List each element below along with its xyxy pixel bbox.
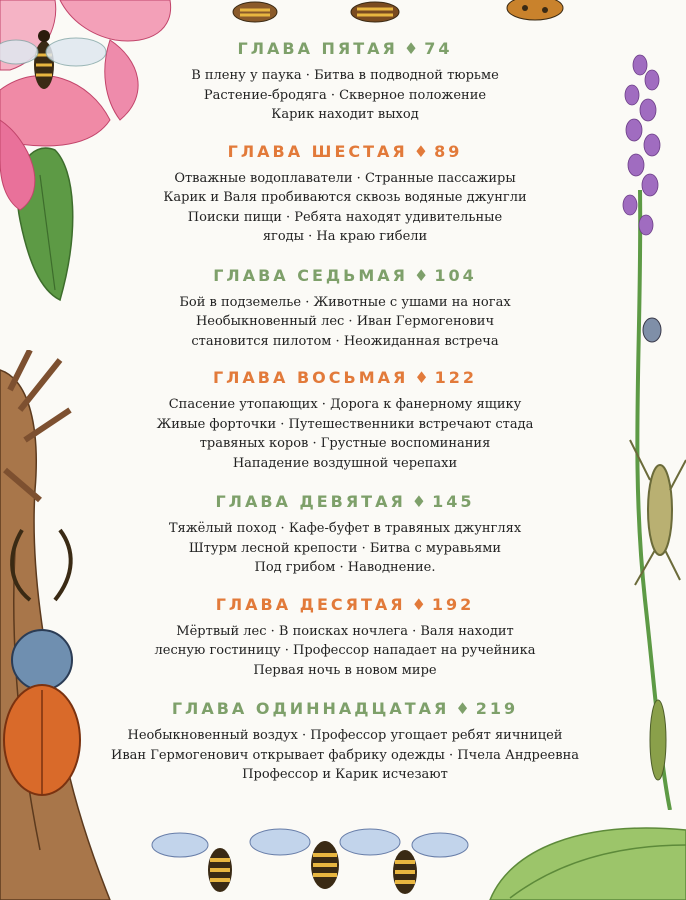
- green-leaf-illustration: [470, 820, 686, 900]
- chapter-description: [95, 622, 595, 681]
- chapter-description: [95, 169, 595, 247]
- chapter-description: [95, 293, 595, 352]
- chapter-line: Карик и Валя пробиваются сквозь водяные джунгли: [163, 190, 527, 205]
- chapter-line: Мёртвый лес · В поисках ночлега · Валя находит: [176, 623, 514, 639]
- chapter-title: ГЛАВА ДЕВЯТАЯ: [215, 492, 406, 511]
- chapter-entry: [95, 696, 595, 785]
- chapter-line: Необыкновенный лес · Иван Гермогенович: [195, 314, 495, 329]
- chapter-line: Бой в подземелье · Животные с ушами на ногах: [179, 294, 511, 310]
- chapter-line: Нападение воздушной черепахи: [232, 455, 458, 471]
- diamond-icon: ♦: [455, 699, 470, 718]
- chapter-heading: [95, 592, 595, 618]
- chapter-line: травяных коров · Грустные воспоминания: [199, 436, 491, 451]
- chapter-line: Под грибом · Наводнение.: [254, 560, 436, 575]
- chapter-page-number: 122: [434, 368, 478, 387]
- diamond-icon: ♦: [411, 594, 426, 614]
- chapter-line: лесную гостиницу · Профессор нападает на ручейника: [154, 643, 536, 658]
- chapter-heading: [95, 696, 595, 722]
- chapter-line: Живые форточки · Путешественники встречают стада: [156, 416, 534, 432]
- chapter-heading: [95, 489, 595, 515]
- chapter-page-number: 74: [424, 39, 453, 58]
- chapter-line: Поиски пищи · Ребята находят удивительные: [187, 209, 503, 225]
- table-of-contents: [95, 36, 595, 785]
- chapter-heading: [95, 139, 595, 165]
- chapter-page-number: 192: [431, 594, 475, 614]
- diamond-icon: ♦: [403, 39, 419, 58]
- chapter-line: Профессор и Карик исчезают: [242, 767, 448, 782]
- chapter-heading: [95, 263, 595, 289]
- chapter-line: Растение-бродяга · Скверное положение: [203, 87, 487, 103]
- chapter-line: Тяжёлый поход · Кафе-буфет в травяных джунглях: [168, 521, 522, 536]
- chapter-page-number: 145: [432, 492, 475, 511]
- chapter-title: ГЛАВА ШЕСТАЯ: [227, 141, 408, 161]
- chapter-description: [95, 395, 595, 473]
- chapter-page-number: 104: [434, 265, 477, 285]
- chapter-line: становится пилотом · Неожиданная встреча: [191, 333, 499, 349]
- chapter-page-number: 89: [434, 141, 463, 161]
- chapter-heading: [95, 36, 595, 62]
- chapter-title: ГЛАВА ОДИННАДЦАТАЯ: [171, 699, 450, 718]
- chapter-description: [95, 726, 595, 785]
- chapter-title: ГЛАВА ПЯТАЯ: [237, 39, 398, 58]
- diamond-icon: ♦: [414, 265, 429, 285]
- diamond-icon: ♦: [414, 368, 429, 387]
- chapter-line: В плену у паука · Битва в подводной тюрьме: [191, 68, 499, 83]
- bees-row-illustration: [150, 820, 470, 900]
- top-insects-illustration: [195, 0, 595, 32]
- lavender-and-grasshopper-illustration: [600, 40, 686, 810]
- chapter-page-number: 219: [475, 699, 519, 718]
- chapter-line: Иван Гермогенович открывает фабрику одежды · Пчела Андреевна: [111, 747, 579, 763]
- chapter-line: Карик находит выход: [271, 107, 419, 122]
- diamond-icon: ♦: [413, 141, 429, 161]
- diamond-icon: ♦: [411, 492, 427, 511]
- chapter-entry: [95, 592, 595, 681]
- chapter-entry: [95, 36, 595, 125]
- chapter-line: Отважные водоплаватели · Странные пассажиры: [174, 170, 516, 186]
- chapter-heading: [95, 365, 595, 391]
- chapter-title: ГЛАВА ДЕСЯТАЯ: [215, 594, 406, 614]
- chapter-line: ягоды · На краю гибели: [262, 229, 428, 244]
- chapter-line: Спасение утопающих · Дорога к фанерному ящику: [168, 397, 522, 412]
- chapter-line: Первая ночь в новом мире: [253, 662, 437, 678]
- chapter-entry: [95, 489, 595, 578]
- chapter-line: Необыкновенный воздух · Профессор угощает ребят яичницей: [127, 728, 563, 743]
- chapter-entry: [95, 139, 595, 247]
- chapter-line: Штурм лесной крепости · Битва с муравьями: [188, 540, 502, 556]
- chapter-description: [95, 519, 595, 578]
- chapter-description: [95, 66, 595, 125]
- chapter-entry: [95, 365, 595, 473]
- chapter-title: ГЛАВА ВОСЬМАЯ: [212, 368, 409, 387]
- chapter-entry: [95, 263, 595, 352]
- chapter-title: ГЛАВА СЕДЬМАЯ: [213, 265, 408, 285]
